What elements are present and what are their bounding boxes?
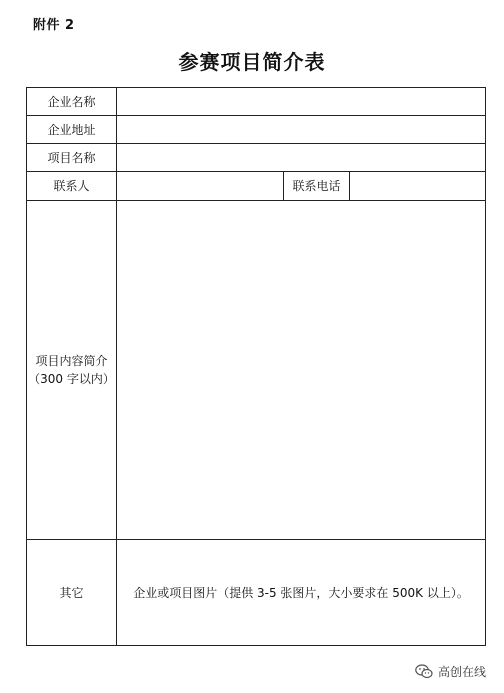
company-name-field[interactable]	[117, 88, 486, 116]
company-name-label: 企业名称	[27, 88, 117, 116]
phone-label: 联系电话	[284, 172, 350, 201]
attachment-label: 附件 2	[33, 18, 75, 33]
other-note: 企业或项目图片（提供 3-5 张图片，大小要求在 500K 以上）。	[117, 540, 486, 646]
contact-label: 联系人	[27, 172, 117, 201]
intro-label-line1: 项目内容简介	[35, 354, 108, 368]
company-address-row	[27, 116, 486, 144]
intro-row	[27, 201, 486, 540]
intro-field[interactable]	[117, 201, 486, 540]
company-name-row	[27, 88, 486, 116]
form-title: 参赛项目简介表	[178, 50, 326, 74]
project-name-field[interactable]	[117, 144, 486, 172]
contact-row	[27, 172, 486, 201]
wechat-icon	[415, 664, 433, 679]
company-address-field[interactable]	[117, 116, 486, 144]
intro-label	[27, 201, 117, 540]
other-label: 其它	[27, 540, 117, 646]
intro-label-line2: （300 字以内）	[28, 372, 115, 386]
project-name-label: 项目名称	[27, 144, 117, 172]
project-name-row	[27, 144, 486, 172]
phone-field[interactable]	[350, 172, 486, 201]
watermark	[415, 663, 486, 680]
contact-field[interactable]	[117, 172, 284, 201]
company-address-label: 企业地址	[27, 116, 117, 144]
watermark-text: 高创在线	[437, 665, 486, 679]
project-intro-form	[26, 87, 486, 646]
other-row	[27, 540, 486, 646]
